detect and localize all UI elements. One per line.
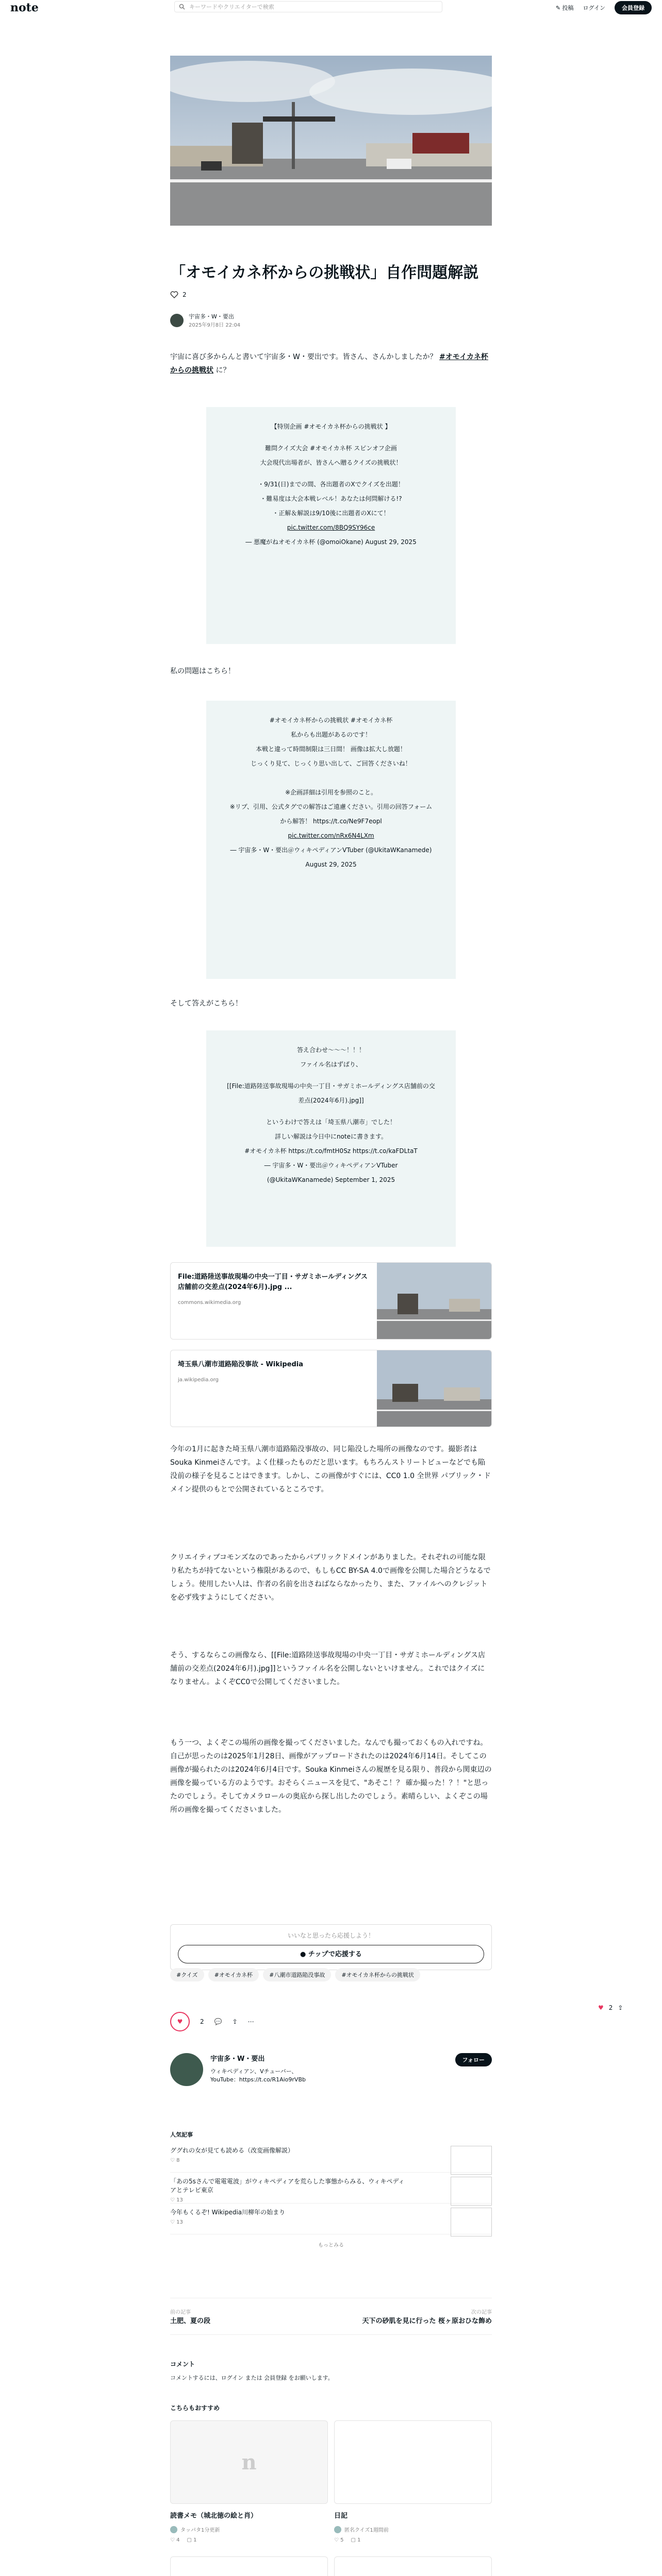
intro-paragraph (170, 350, 492, 377)
profile-bio-link[interactable]: YouTube：https://t.co/R1Aio9rVBb (210, 2076, 306, 2083)
list-item[interactable]: ググれの女が見ても読める（改変画像解説） ♡ 8 (170, 2142, 492, 2173)
tweet-pic-link[interactable]: pic.twitter.com/nRx6N4LXm (288, 832, 374, 839)
list-item[interactable]: 「あの5sさんで電電電波」がウィキペディアを荒らした事態からみる、ウィキペディアとテレビ東京 ♡ 13 (170, 2173, 492, 2204)
avatar[interactable] (170, 314, 184, 327)
tweet-line: 【特別企画 #オモイカネ杯からの挑戦状 】 (271, 423, 391, 430)
popular-heading: 人気記事 (170, 2131, 193, 2138)
search-icon (179, 4, 185, 10)
next-article[interactable] (358, 2308, 492, 2325)
like-button[interactable] (170, 2012, 190, 2031)
action-bar (170, 2012, 492, 2031)
side-actions (598, 2004, 623, 2011)
login-link[interactable]: ログイン (583, 5, 605, 11)
tweet-line: ※企画詳細は引用を参照のこと。 (285, 789, 377, 796)
embed-tweet-1 (206, 407, 456, 644)
tweet-line: ファイル名はずばり、 (300, 1061, 362, 1068)
tweet-line: 難問クイズ大会 #オモイカネ杯 スピンオフ企画 (265, 445, 397, 452)
tweet-line: 詳しい解説は今日中にnoteに書きます。 (274, 1133, 388, 1140)
tweet-line: じっくり見て、じっくり思い出して、ご回答くださいね！ (251, 760, 411, 767)
support-question: いいなと思ったら応援しよう！ (287, 1932, 374, 1939)
list-item[interactable]: 今年もくるぞ! Wikipedia川柳年の始まり ♡ 13 (170, 2204, 492, 2234)
tag[interactable]: #オモイカネ杯からの挑戦状 (335, 1968, 420, 1981)
card-thumbnail (377, 1350, 491, 1427)
tweet-line: 大会現代出場者が、皆さんへ贈るクイズの挑戦状！ (260, 459, 402, 466)
body-paragraph-2: クリエイティブコモンズなのであったからパブリックドメインがありました。それぞれの可能な限り私たちが持てないという権限があるので、もしもCC BY-SA 4.0で画像を公開した場合どうなるでしょう。使用したい人は、作者の名前を出さねばならなかったり、また、ファイルへのクレジットを必ず残すようにしてください。 (170, 1553, 491, 1602)
popular-thumbnail (451, 2146, 492, 2175)
card-author: タッパタ1分更新 (180, 2528, 220, 2533)
heart-icon[interactable]: ♥ (598, 2004, 604, 2011)
article-nav (170, 2298, 492, 2335)
tweet-line: ・難易度は大会本戦レベル！あなたは何問解ける!? (260, 495, 402, 502)
card-domain: ja.wikipedia.org (178, 1377, 219, 1383)
post-button[interactable]: ✎ 投稿 (555, 5, 574, 11)
tweet-attribution: ― 悪魔がねオモイカネ杯 (@omoiOkane) August 29, 2025 (245, 538, 417, 546)
card-title: File:道路陸送事故現場の中央一丁目・サガミホールディングス店舗前の交差点(2024年6月).jpg ... (178, 1273, 368, 1291)
card-comments: 1 (357, 2537, 361, 2543)
side-like-count: 2 (608, 2004, 613, 2011)
profile-name[interactable]: 宇宙多・W・要出 (210, 2055, 265, 2063)
tweet-pic-link[interactable]: pic.twitter.com/8BQ9SY96ce (287, 524, 375, 531)
hashtag-link[interactable]: #オモイカネ杯からの挑戦状 (170, 353, 488, 375)
register-button[interactable]: 会員登録 (615, 1, 652, 14)
card-title: 埼玉県八潮市道路陥没事故 - Wikipedia (178, 1361, 304, 1368)
prev-article[interactable] (170, 2308, 210, 2325)
tweet-attribution-date: (@UkitaWKanamede) September 1, 2025 (267, 1176, 395, 1183)
popular-likes: 13 (176, 2219, 183, 2225)
tweet-line: 本戦と違って時間制限は三日間！ 画像は拡大し放題！ (256, 745, 406, 753)
tag[interactable]: #クイズ (170, 1968, 204, 1981)
tweet-line: 私からも出題があるのです！ (290, 731, 371, 738)
card-title: 読書メモ（城北徳の絵と肖） (170, 2512, 258, 2520)
comments-heading: コメント (170, 2361, 195, 2368)
tweet-line: 答え合わせ～～～！！！ (296, 1046, 365, 1054)
share-icon[interactable]: ⇪ (232, 2018, 238, 2025)
recommend-card[interactable] (170, 2556, 328, 2576)
card-author: 匿名クイズ1週間前 (344, 2528, 389, 2533)
article-title: 「オモイカネ杯からの挑戦状」自作問題解説 (170, 264, 479, 282)
tweet-line: ・9/31(日)までの間、各出題者のXでクイズを出題！ (258, 481, 404, 488)
avatar (334, 2526, 341, 2533)
support-box (170, 1924, 492, 1970)
popular-likes: 13 (176, 2197, 183, 2203)
search-input[interactable] (174, 1, 442, 12)
author-name[interactable]: 宇宙多・W・要出 (189, 313, 234, 320)
intro-text: 宇宙に喜び多からんと書いて宇宙多・W・要出です。皆さん、さんかしましたか？ (170, 353, 437, 361)
card-domain: commons.wikimedia.org (178, 1300, 241, 1306)
popular-title: ググれの女が見ても読める（改変画像解説） (170, 2147, 294, 2154)
prev-label: 前の記事 (170, 2310, 191, 2315)
share-icon[interactable]: ⇪ (618, 2004, 623, 2011)
popular-articles (170, 2130, 492, 2248)
card-title: 日記 (334, 2512, 348, 2520)
more-icon[interactable]: ⋯ (247, 2018, 254, 2025)
like-count: 2 (200, 2018, 204, 2025)
tweet-line: #オモイカネ杯からの挑戦状 #オモイカネ杯 (269, 717, 393, 724)
tip-button[interactable] (178, 1945, 484, 1963)
comments-section (170, 2360, 492, 2382)
card-thumbnail (170, 2556, 328, 2576)
body-paragraph-1: 今年の1月に起きた埼玉県八潮市道路陥没事故の、同じ陥没した場所の画像なのです。撮影者はSouka Kinmeiさんです。よく仕様ったものだと思います。もちろんストリートビューなどでも陥没前の様子を見ることはできます。しかし、この画像がすぐには、CC0 1.0 全世界 パブリック・ドメイン提供のもとで公開されているところです。 (170, 1445, 491, 1494)
author-profile (170, 2053, 492, 2086)
body-paragraph-3: そう、するならこの画像なら、[[File:道路陸送事故現場の中央一丁目・サガミホールディングス店舗前の交差点(2024年6月).jpg]]というファイル名を公開しないといけません。これではクイズになりません。よくぞCC0で公開してくださいました。 (170, 1651, 485, 1686)
search-placeholder: キーワードやクリエイターで検索 (189, 4, 274, 10)
recommend-card[interactable]: n 読書メモ（城北徳の絵と肖） タッパタ1分更新 ♡ 4 ▢ 1 (170, 2420, 328, 2543)
tip-label: チップで応援する (308, 1951, 362, 1958)
next-title: 天下の砂肌を見に行った 桜ヶ原おひな飾め (362, 2317, 492, 2325)
tag[interactable]: #オモイカネ杯 (208, 1968, 259, 1981)
popular-title: 「あの5sさんで電電電波」がウィキペディアを荒らした事態からみる、ウィキペディアとテレビ東京 (170, 2178, 405, 2194)
prev-title: 土肥、夏の段 (170, 2317, 211, 2325)
author-mini[interactable] (170, 312, 492, 328)
popular-thumbnail (451, 2177, 492, 2206)
popular-title: 今年もくるぞ! Wikipedia川柳年の始まり (170, 2209, 286, 2216)
comment-icon[interactable]: 💬 (214, 2018, 222, 2025)
avatar[interactable] (170, 2053, 203, 2086)
body-paragraph-4: もう一つ、よくぞこの場所の画像を撮ってくださいました。なんでも撮っておくもの入れですね。自己が思ったのは2025年1月28日、画像がアップロードされたのは2024年6月14日。そしてこの画像が撮られたのは2024年6月4日です。Souka Kinmeiさんの履歴を見る限り、普段から関東辺の画像を撮っている方のようです。おそらくニュースを見て、"あそこ！？ 確か撮った！？！"と思ったのでしょう。そしてカメラロールの奥底から探し出したのでしょう。素晴らしい、よくぞこの場所の画像を撮ってくださいました。 (170, 1739, 492, 1814)
tweet-line: [[File:道路陸送事故現場の中央一丁目・サガミホールディングス店舗前の交差点(2024年6月).jpg]] (227, 1082, 435, 1104)
top-like-area (170, 291, 492, 298)
link-card-wikipedia[interactable] (170, 1350, 492, 1427)
tip-icon: ● (300, 1951, 306, 1958)
card-thumbnail (170, 2420, 328, 2504)
tweet-line: #オモイカネ杯 https://t.co/fmtH0Sz https://t.co/kaFDLtaT (244, 1147, 418, 1155)
avatar (170, 2526, 177, 2533)
tweet-line: というわけで答えは「埼玉県八潮市」でした！ (266, 1118, 396, 1126)
link-card-commons[interactable] (170, 1262, 492, 1340)
next-label: 次の記事 (471, 2310, 492, 2315)
recommend-card[interactable]: 日記 匿名クイズ1週間前 ♡ 5 ▢ 1 (334, 2420, 492, 2543)
note-logo[interactable]: note (10, 1, 39, 14)
heart-icon[interactable] (170, 291, 178, 298)
more-link[interactable]: もっとみる (318, 2243, 344, 2248)
site-header (0, 0, 662, 14)
recommend-card[interactable] (334, 2556, 492, 2576)
embed-tweet-3 (206, 1030, 456, 1247)
card-thumbnail (334, 2556, 492, 2576)
tweet-attribution: ― 宇宙多・W・要出＠ウィキペディアンVTuber (@UkitaWKanamede) August 29, 2025 (230, 846, 432, 868)
tweet-line: ・正解＆解説は9/10後に出題者のXにて！ (272, 510, 390, 517)
intro-tail: に？ (216, 366, 230, 375)
card-likes: 4 (176, 2537, 180, 2543)
tag-list (170, 1968, 492, 1981)
tag[interactable]: #八潮市道路陥没事故 (263, 1968, 331, 1981)
popular-thumbnail (451, 2208, 492, 2236)
recommend-section (170, 2403, 492, 2576)
recommend-heading: こちらもおすすめ (170, 2404, 220, 2412)
comments-note: コメントするには、ログイン または 会員登録 をお願いします。 (170, 2375, 334, 2381)
card-thumbnail (334, 2420, 492, 2504)
post-label: 投稿 (562, 5, 574, 11)
card-likes: 5 (340, 2537, 344, 2543)
card-thumbnail (377, 1263, 491, 1340)
heart-icon: ♥ (177, 2018, 183, 2025)
tweet-attribution: ― 宇宙多・W・要出＠ウィキペディアンVTuber (264, 1162, 398, 1169)
popular-likes: 8 (176, 2158, 180, 2163)
publish-date: 2025年9月8日 22:04 (189, 323, 241, 328)
embed-tweet-2 (206, 701, 456, 979)
follow-button[interactable]: フォロー (455, 2053, 492, 2066)
answer-intro-text: そして答えがこちら！ (170, 999, 242, 1008)
hero-image (170, 56, 492, 226)
top-like-count: 2 (183, 291, 187, 298)
card-comments: 1 (193, 2537, 197, 2543)
profile-bio: ウィキペディアン、Vチューバー、 (210, 2068, 297, 2075)
note-placeholder-logo: n (241, 2450, 257, 2475)
tweet-line: ※リプ、引用、公式タグでの解答はご遠慮ください。引用の回答フォームから解答！ https://t.co/Ne9F7eopl (229, 803, 433, 825)
my-problem-text: 私の問題はこちら！ (170, 667, 235, 675)
